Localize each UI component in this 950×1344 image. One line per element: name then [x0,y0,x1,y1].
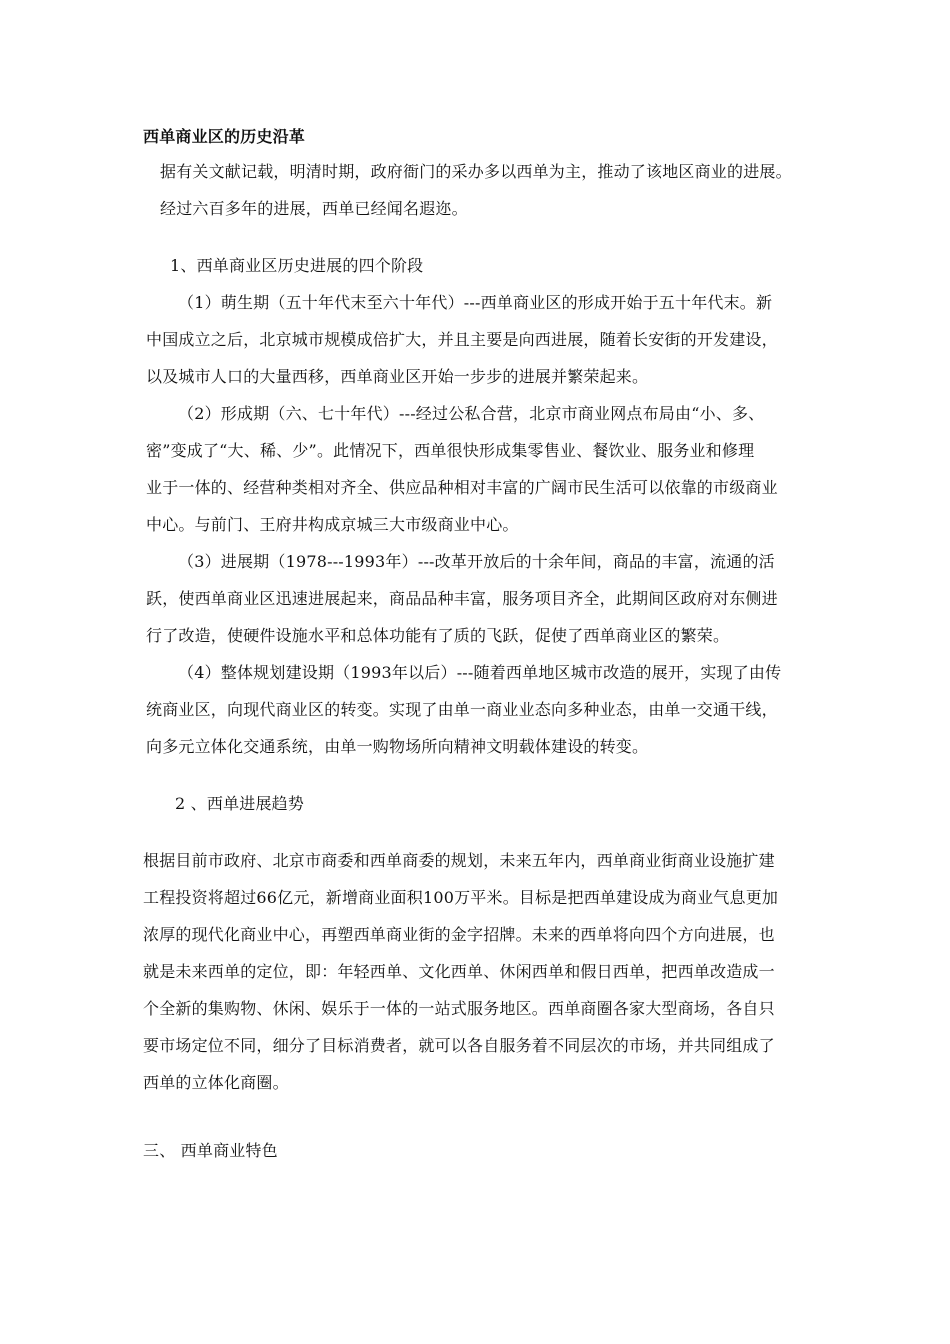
section2-heading: 2 、西单进展趋势 [175,794,305,813]
section3-heading: 三、 西单商业特色 [143,1141,278,1160]
intro-line-2: 经过六百多年的进展，西单已经闻名遐迩。 [160,199,468,218]
section2-line-3: 浓厚的现代化商业中心，再塑西单商业街的金字招牌。未来的西单将向四个方向进展，也 [143,925,775,944]
section2-line-4: 就是未来西单的定位，即：年轻西单、文化西单、休闲西单和假日西单，把西单改造成一 [143,962,775,981]
intro-line-1: 据有关文献记载，明清时期，政府衙门的采办多以西单为主，推动了该地区商业的进展。 [160,162,792,181]
stage1-line-1: （1）萌生期（五十年代末至六十年代）---西单商业区的形成开始于五十年代末。新 [178,293,773,312]
stage2-line-2: 密”变成了“大、稀、少”。此情况下，西单很快形成集零售业、餐饮业、服务业和修理 [146,441,755,460]
stage4-line-1: （4）整体规划建设期（1993年以后）---随着西单地区城市改造的展开，实现了由传 [178,663,782,682]
document-title: 西单商业区的历史沿革 [143,127,306,146]
stage2-line-4: 中心。与前门、王府井构成京城三大市级商业中心。 [146,515,519,534]
section1-heading: 1、西单商业区历史进展的四个阶段 [170,256,424,275]
stage1-line-2: 中国成立之后，北京城市规模成倍扩大，并且主要是向西进展，随着长安街的开发建设， [146,330,778,349]
section2-line-6: 要市场定位不同，细分了目标消费者，就可以各自服务着不同层次的市场，并共同组成了 [143,1036,775,1055]
stage1-line-3: 以及城市人口的大量西移，西单商业区开始一步步的进展并繁荣起来。 [146,367,649,386]
stage3-line-2: 跃，使西单商业区迅速进展起来，商品品种丰富，服务项目齐全，此期间区政府对东侧进 [146,589,778,608]
section2-line-5: 个全新的集购物、休闲、娱乐于一体的一站式服务地区。西单商圈各家大型商场，各自只 [143,999,775,1018]
stage4-line-3: 向多元立体化交通系统，由单一购物场所向精神文明载体建设的转变。 [146,737,649,756]
stage2-line-3: 业于一体的、经营种类相对齐全、供应品种相对丰富的广阔市民生活可以依靠的市级商业 [146,478,778,497]
section2-line-1: 根据目前市政府、北京市商委和西单商委的规划，未来五年内，西单商业街商业设施扩建 [143,851,775,870]
section2-line-7: 西单的立体化商圈。 [143,1073,289,1092]
section2-line-2: 工程投资将超过66亿元，新增商业面积100万平米。目标是把西单建设成为商业气息更加 [143,888,779,907]
stage3-line-3: 行了改造，使硬件设施水平和总体功能有了质的飞跃，促使了西单商业区的繁荣。 [146,626,730,645]
stage2-line-1: （2）形成期（六、七十年代）---经过公私合营，北京市商业网点布局由“小、多、 [178,404,765,423]
stage3-line-1: （3）进展期（1978---1993年）---改革开放后的十余年间，商品的丰富，流通的活 [178,552,775,571]
stage4-line-2: 统商业区，向现代商业区的转变。实现了由单一商业业态向多种业态，由单一交通干线， [146,700,778,719]
